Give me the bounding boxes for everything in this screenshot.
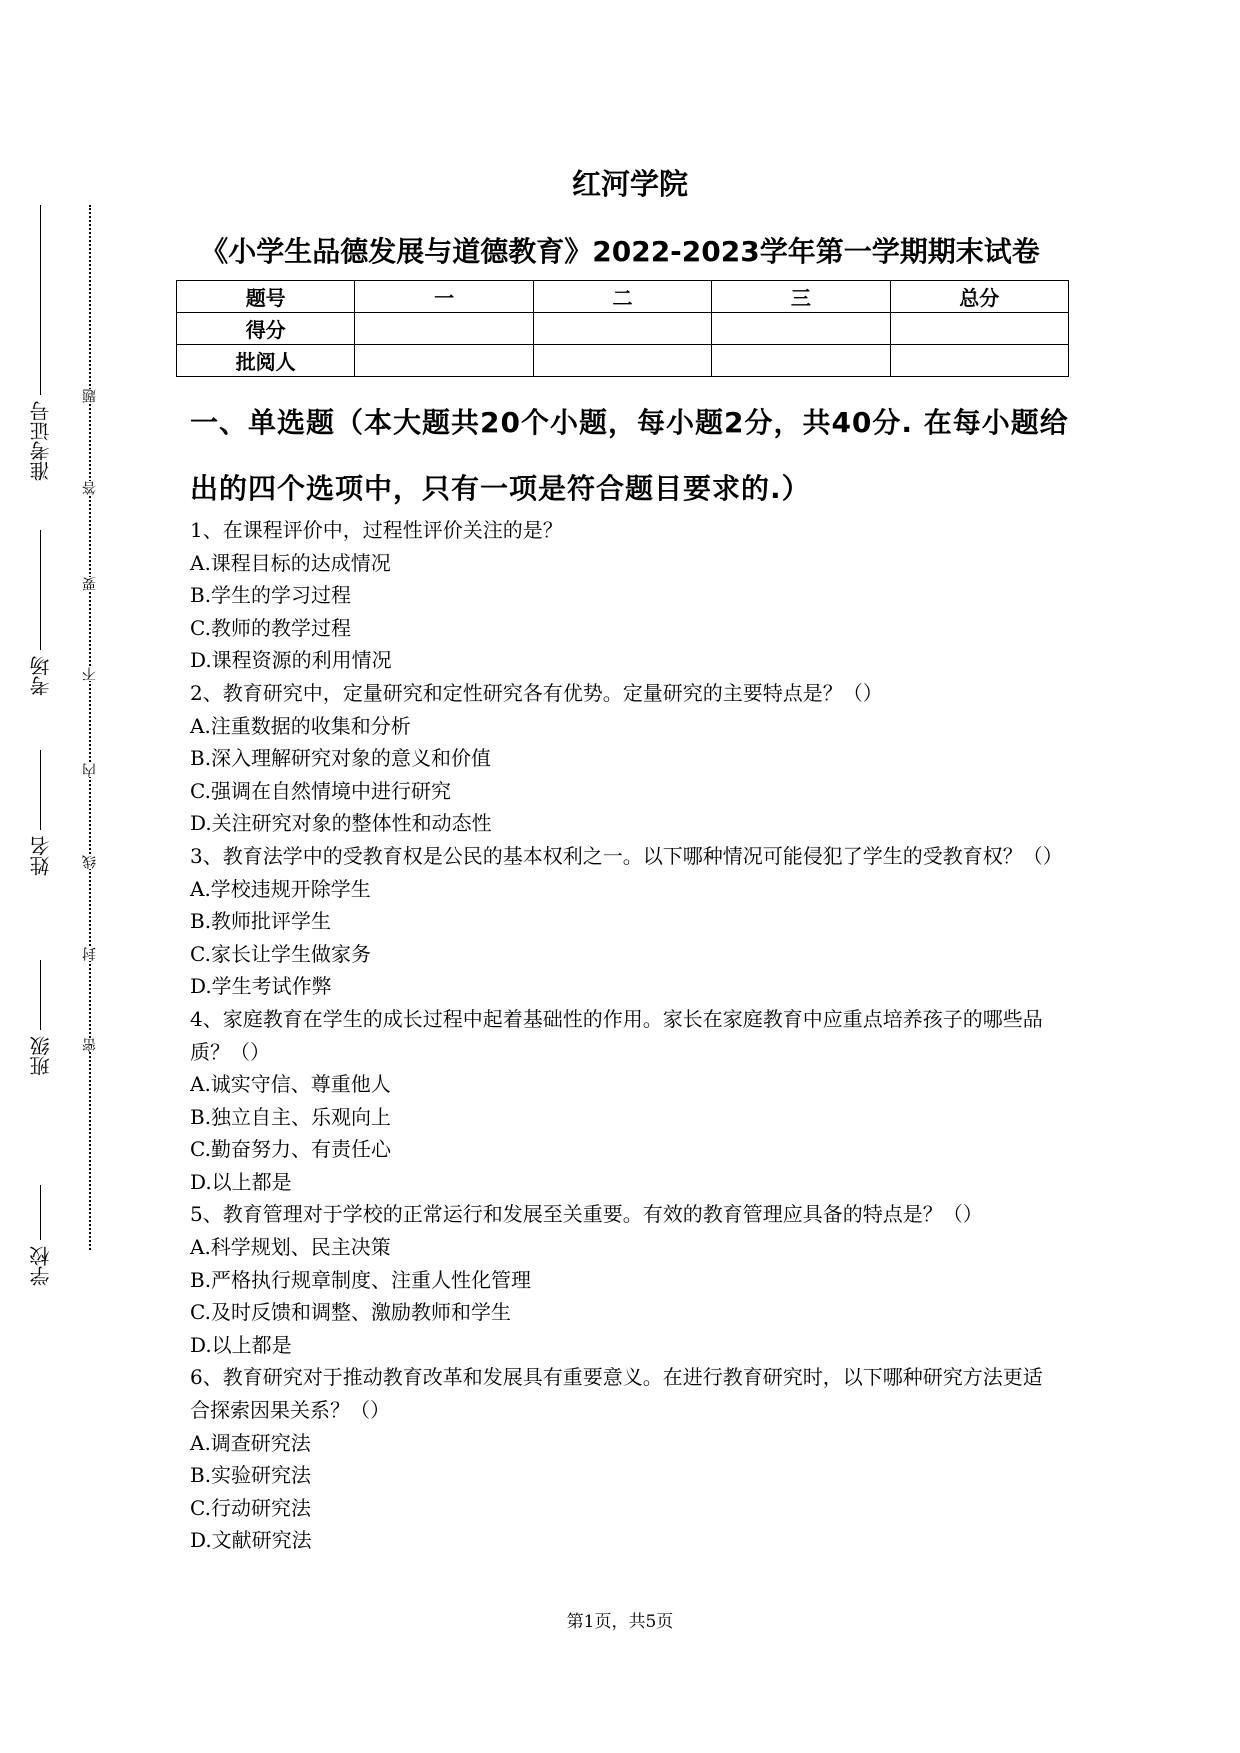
- option: C.教师的教学过程: [190, 615, 351, 640]
- option: A.学校违规开除学生: [190, 876, 371, 901]
- field-exam-id: [20, 205, 60, 487]
- reviewer-cell: [533, 345, 711, 377]
- table-cell: 二: [533, 281, 711, 313]
- field-line: [40, 960, 41, 1030]
- reviewer-cell: [890, 345, 1068, 377]
- option: B.深入理解研究对象的意义和价值: [190, 746, 492, 771]
- seal-char: 内: [82, 763, 98, 777]
- question-stem: 6、教育研究对于推动教育改革和发展具有重要意义。在进行教育研究时，以下哪种研究方法更适合探索因果关系？（）: [190, 1365, 1043, 1423]
- field-exam-room: [20, 530, 60, 702]
- field-label: 准考证号: [28, 401, 53, 481]
- field-line: [40, 205, 41, 395]
- table-cell: 总分: [890, 281, 1068, 313]
- option: C.家长让学生做家务: [190, 941, 371, 966]
- option: D.关注研究对象的整体性和动态性: [190, 811, 492, 836]
- question-stem: 1、在课程评价中，过程性评价关注的是？: [190, 518, 563, 542]
- table-cell: 得分: [177, 313, 355, 345]
- school-name: 红河学院: [571, 167, 688, 201]
- field-label: 姓名: [28, 836, 53, 876]
- field-name: [20, 750, 60, 882]
- field-class: [20, 960, 60, 1082]
- score-cell: [712, 313, 890, 345]
- option: C.行动研究法: [190, 1495, 311, 1520]
- field-label: 学校: [28, 1246, 53, 1286]
- score-cell: [533, 313, 711, 345]
- seal-char: 题: [82, 389, 98, 403]
- section-heading: 一、单选题（本大题共20个小题，每小题2分，共40分. 在每小题给出的四个选项中，只有一项是符合题目要求的.）: [190, 406, 1069, 505]
- reviewer-cell: [712, 345, 890, 377]
- field-label: 班级: [28, 1036, 53, 1076]
- option: C.勤奋努力、有责任心: [190, 1137, 391, 1162]
- field-line: [40, 530, 41, 650]
- field-line: [40, 1185, 41, 1240]
- question-1: [190, 514, 1060, 677]
- exam-title: 《小学生品德发展与道德教育》2022-2023学年第一学期期末试卷: [200, 235, 1040, 268]
- option: B.学生的学习过程: [190, 583, 352, 608]
- question-5: [190, 1198, 1060, 1361]
- score-table: [176, 280, 1069, 377]
- field-line: [40, 750, 41, 830]
- page-footer: 第1页，共5页: [566, 1612, 674, 1632]
- seal-char: 密: [82, 1038, 98, 1052]
- option: C.及时反馈和调整、激励教师和学生: [190, 1300, 511, 1325]
- option: D.以上都是: [190, 1169, 292, 1194]
- option: D.课程资源的利用情况: [190, 648, 392, 673]
- reviewer-cell: [355, 345, 533, 377]
- table-header-row: [177, 281, 1069, 313]
- question-stem: 4、家庭教育在学生的成长过程中起着基础性的作用。家长在家庭教育中应重点培养孩子的哪些品质？（）: [190, 1006, 1043, 1064]
- question-stem: 3、教育法学中的受教育权是公民的基本权利之一。以下哪种情况可能侵犯了学生的受教育权？（）: [190, 843, 1063, 868]
- table-row: [177, 345, 1069, 377]
- question-6: [190, 1361, 1060, 1557]
- option: D.以上都是: [190, 1332, 292, 1357]
- question-3: [190, 840, 1063, 1003]
- option: B.独立自主、乐观向上: [190, 1104, 392, 1129]
- question-2: [190, 677, 1060, 840]
- field-label: 考场: [28, 656, 53, 696]
- table-row: [177, 313, 1069, 345]
- table-cell: 批阅人: [177, 345, 355, 377]
- table-cell: 三: [712, 281, 890, 313]
- seal-char: 答: [82, 481, 98, 495]
- option: D.学生考试作弊: [190, 974, 332, 999]
- score-cell: [355, 313, 533, 345]
- table-cell: 题号: [177, 281, 355, 313]
- option: A.调查研究法: [190, 1430, 311, 1455]
- option: B.教师批评学生: [190, 909, 332, 934]
- table-cell: 一: [355, 281, 533, 313]
- option: B.严格执行规章制度、注重人性化管理: [190, 1267, 532, 1292]
- option: A.科学规划、民主决策: [190, 1235, 391, 1260]
- option: B.实验研究法: [190, 1463, 312, 1488]
- question-4: [190, 1003, 1060, 1199]
- option: A.诚实守信、尊重他人: [190, 1072, 391, 1097]
- field-school: [20, 1185, 60, 1292]
- option: D.文献研究法: [190, 1528, 312, 1553]
- seal-char: 要: [82, 577, 98, 591]
- seal-char: 不: [82, 667, 98, 681]
- option: C.强调在自然情境中进行研究: [190, 778, 451, 803]
- seal-char: 封: [82, 947, 98, 961]
- option: A.课程目标的达成情况: [190, 550, 391, 575]
- option: A.注重数据的收集和分析: [190, 713, 411, 738]
- question-stem: 5、教育管理对于学校的正常运行和发展至关重要。有效的教育管理应具备的特点是？（）: [190, 1202, 983, 1227]
- question-stem: 2、教育研究中，定量研究和定性研究各有优势。定量研究的主要特点是？（）: [190, 680, 883, 705]
- question-list: [190, 514, 1063, 1557]
- seal-char: 线: [82, 855, 98, 869]
- seal-line: [89, 205, 91, 1250]
- score-cell: [890, 313, 1068, 345]
